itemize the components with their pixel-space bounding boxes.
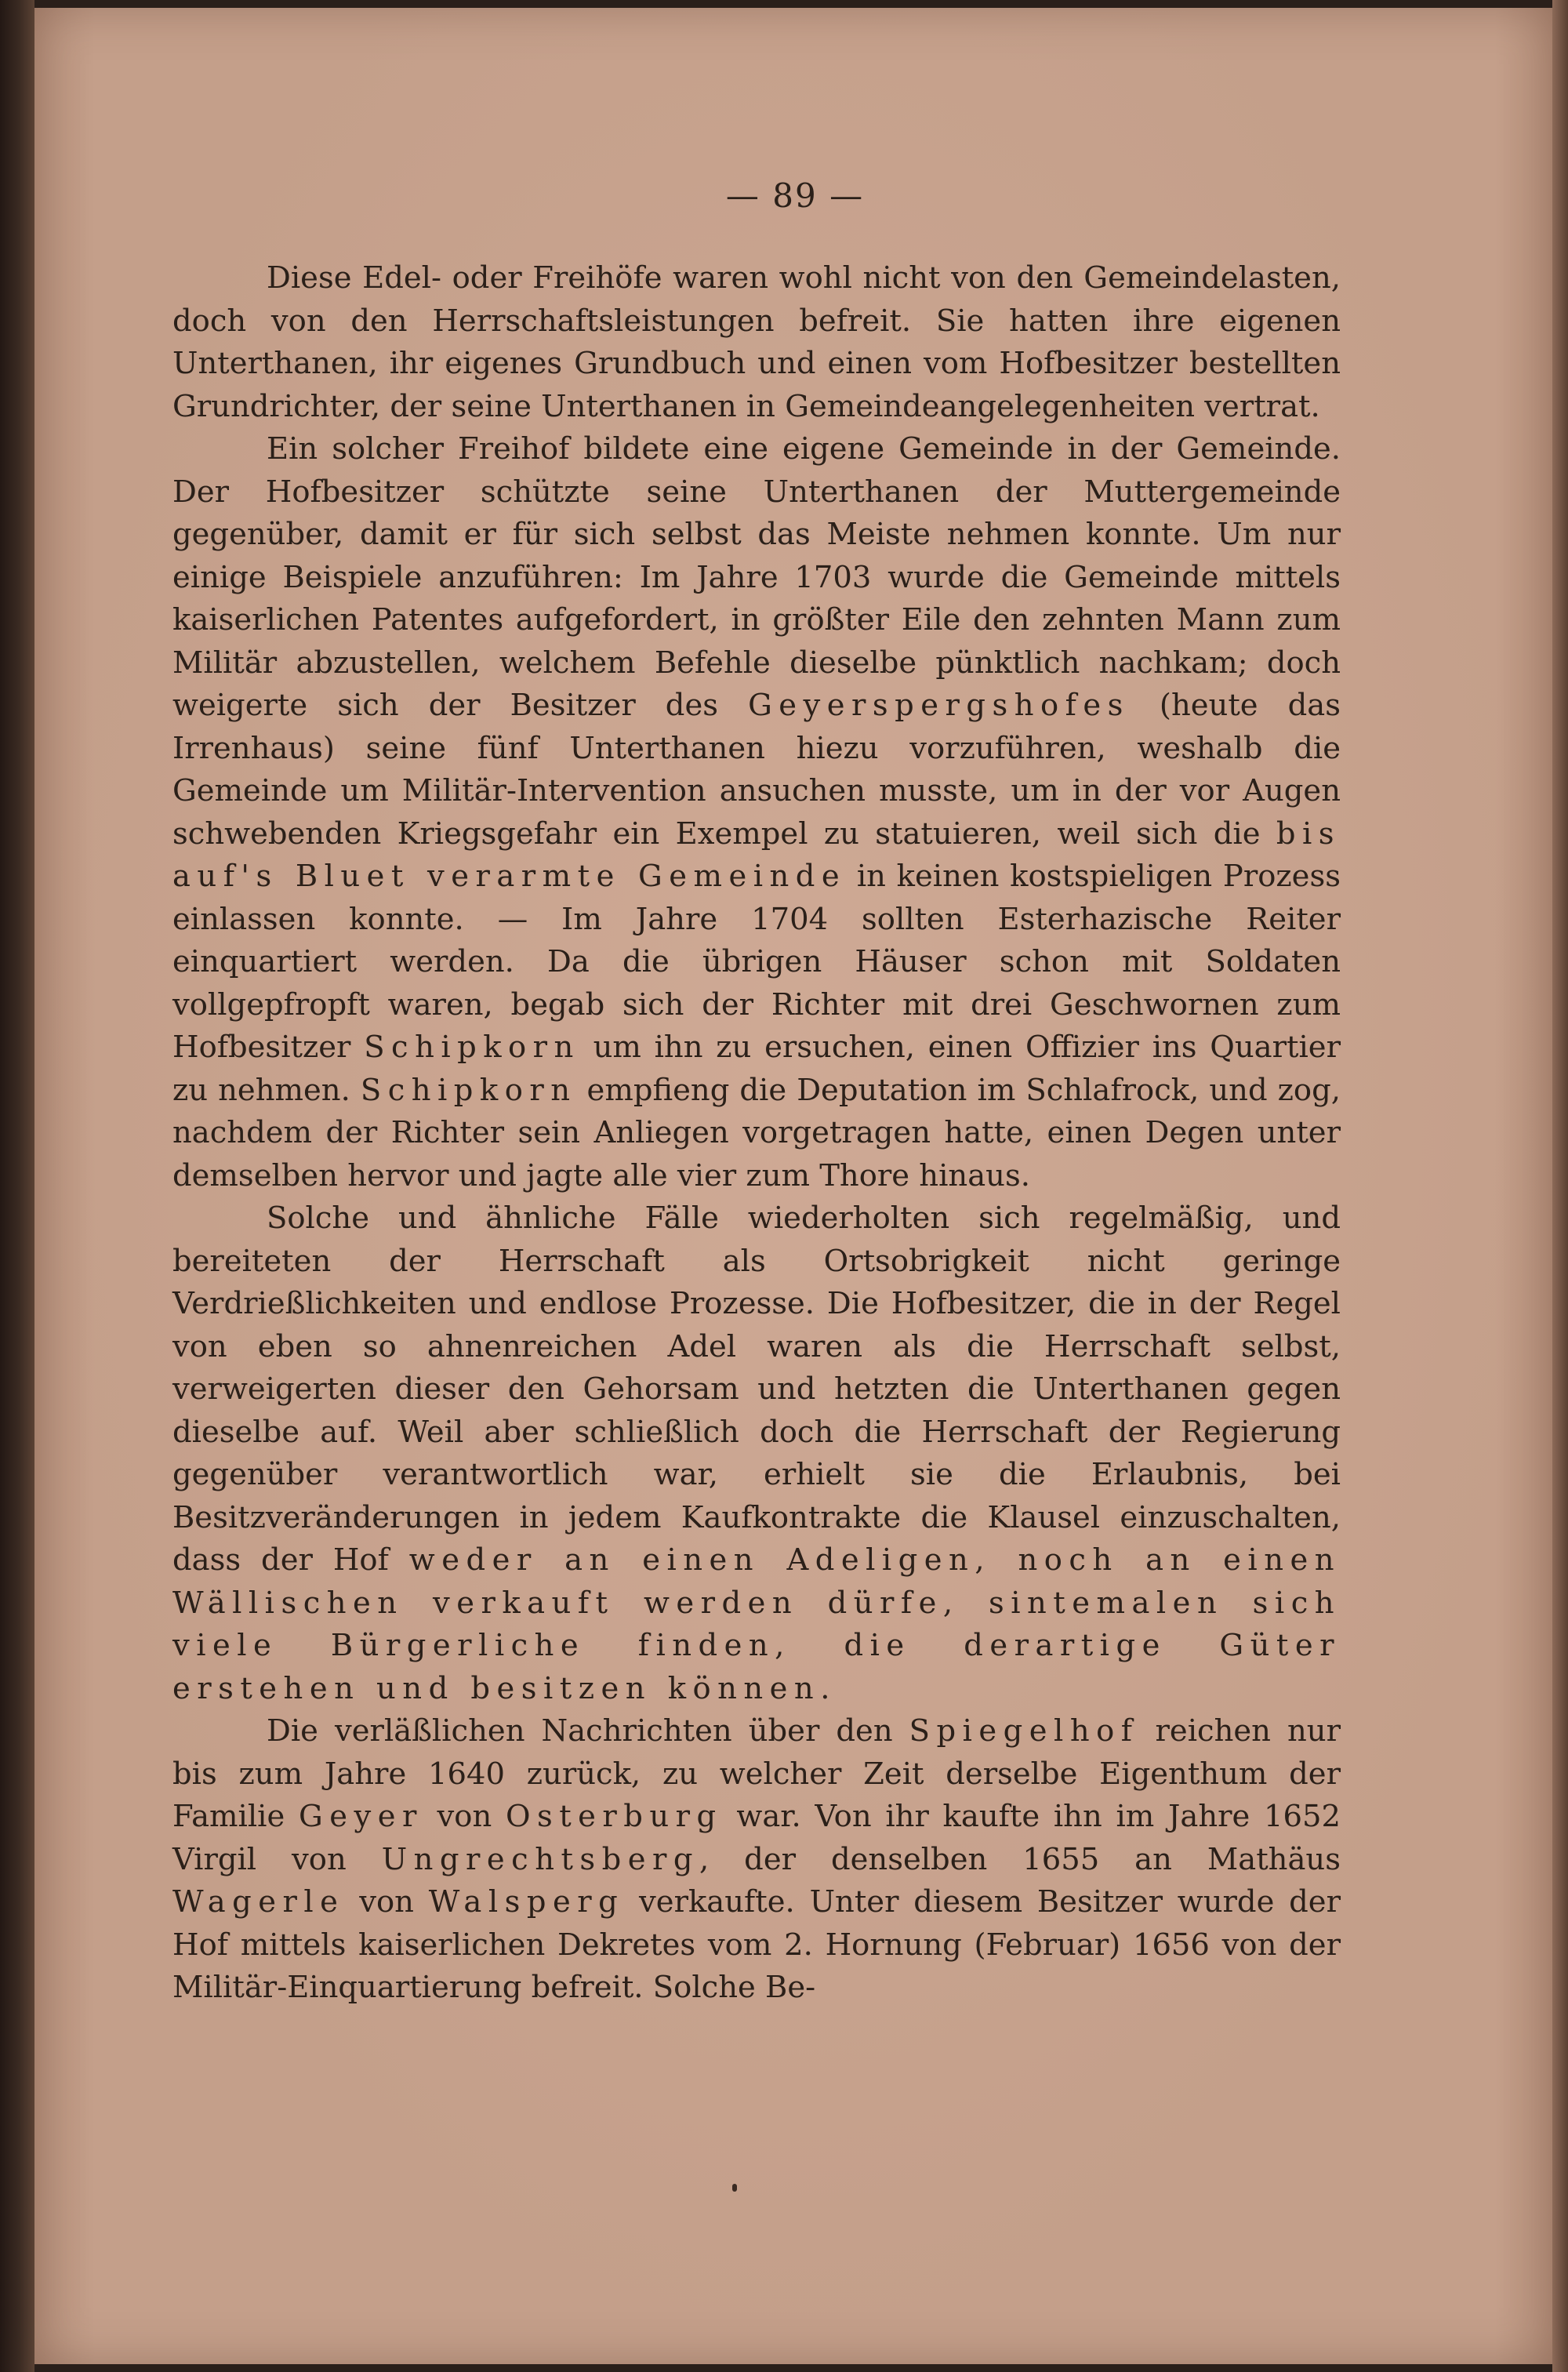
spaced-emphasis: Geyer <box>299 1799 423 1834</box>
spaced-emphasis: Schipkorn <box>364 1030 580 1065</box>
text-run: , der denselben 1655 an Mathäus <box>699 1841 1341 1877</box>
paragraph <box>172 1710 1341 2010</box>
text-run: war. Von ihr kaufte ihn im Jahre 1652 Virgil von <box>172 1799 1341 1877</box>
spaced-emphasis: bis auf's Bluet verarmte Gemeinde <box>172 815 1341 894</box>
spaced-emphasis: Wagerle <box>172 1884 345 1920</box>
spaced-emphasis: weder an einen Adeligen, noch an einen Wällischen verkauft werden dürfe, sintemalen sich viele Bürgerliche finden, die derartige Güter erstehen und besitzen können. <box>172 1542 1341 1706</box>
text-run: Ein solcher Freihof bildete eine eigene Gemeinde in der Gemeinde. Der Hofbesitzer schützte seine Unterthanen der Muttergemeinde gegenüber, damit er für sich selbst das Meiste nehmen konnte. Um nur einige Beispiele anzuführen: Im Jahre 1703 wurde die Gemeinde mittels kaiserlichen Patentes aufgefordert, in größter Eile den zehnten Mann zum Militär abzustellen, welchem Befehle dieselbe pünktlich nachkam; doch weigerte sich der Besitzer des <box>172 431 1341 723</box>
text-run: empfieng die Deputation im Schlafrock, und zog, nachdem der Richter sein Anliegen vorgetragen hatte, einen Degen unter demselben hervor und jagte alle vier zum Thore hinaus. <box>172 1072 1341 1193</box>
paragraph <box>172 428 1341 1197</box>
spaced-emphasis: Spiegelhof <box>909 1713 1139 1749</box>
text-run: um ihn zu ersuchen, einen Offizier ins Quartier zu nehmen. <box>172 1030 1341 1108</box>
text-run: Diese Edel- oder Freihöfe waren wohl nicht von den Gemeindelasten, doch von den Herrschaftsleistungen befreit. Sie hatten ihre eigenen Unterthanen, ihr eigenes Grundbuch und einen vom Hofbesitzer bestellten Grundrichter, der seine Unterthanen in Gemeindeangelegenheiten vertrat. <box>172 260 1341 424</box>
spaced-emphasis: Ungrechtsberg <box>381 1841 699 1877</box>
spaced-emphasis: Geyerspergshofes <box>748 688 1130 723</box>
ink-speck <box>732 2184 737 2192</box>
text-run: verkaufte. Unter diesem Besitzer wurde der Hof mittels kaiserlichen Dekretes vom 2. Hornung (Februar) 1656 von der Militär-Einquartierung befreit. Solche Be- <box>172 1884 1341 2005</box>
spaced-emphasis: Osterburg <box>505 1799 723 1834</box>
text-run: von <box>344 1884 429 1920</box>
spaced-emphasis: Schipkorn <box>360 1072 577 1108</box>
text-run: in keinen kostspieligen Prozess einlassen konnte. — Im Jahre 1704 sollten Esterhazische Reiter einquartiert werden. Da die übrigen Häuser schon mit Soldaten vollgepfropft waren, begab sich der Richter mit drei Geschwornen zum Hofbesitzer <box>172 859 1341 1065</box>
text-run: reichen nur bis zum Jahre 1640 zurück, zu welcher Zeit derselbe Eigenthum der Familie <box>172 1713 1341 1834</box>
book-page <box>34 8 1555 2364</box>
book-spine <box>0 0 34 2372</box>
paragraph <box>172 1197 1341 1710</box>
text-run: Die verläßlichen Nachrichten über den <box>267 1713 909 1749</box>
text-run: (heute das Irrenhaus) seine fünf Unterthanen hiezu vorzuführen, weshalb die Gemeinde um Militär-Intervention ansuchen musste, um in der vor Augen schwebenden Kriegsgefahr ein Exempel zu statuieren, weil sich die <box>172 688 1341 852</box>
spaced-emphasis: Walsperg <box>428 1884 625 1920</box>
text-run: Solche und ähnliche Fälle wiederholten sich regelmäßig, und bereiteten der Herrschaft als Ortsobrigkeit nicht geringe Verdrießlichkeiten und endlose Prozesse. Die Hofbesitzer, die in der Regel von eben so ahnenreichen Adel waren als die Herrschaft selbst, verweigerten dieser den Gehorsam und hetzten die Unterthanen gegen dieselbe auf. Weil aber schließlich doch die Herrschaft der Regierung gegenüber verantwortlich war, erhielt sie die Erlaubnis, bei Besitzveränderungen in jedem Kaufkontrakte die Klausel einzuschalten, dass der Hof <box>172 1201 1341 1578</box>
body-text <box>172 257 1341 2010</box>
page-edge <box>1552 0 1568 2372</box>
page-number: — 89 — <box>725 176 865 215</box>
text-run: von <box>423 1799 506 1834</box>
paragraph <box>172 257 1341 428</box>
